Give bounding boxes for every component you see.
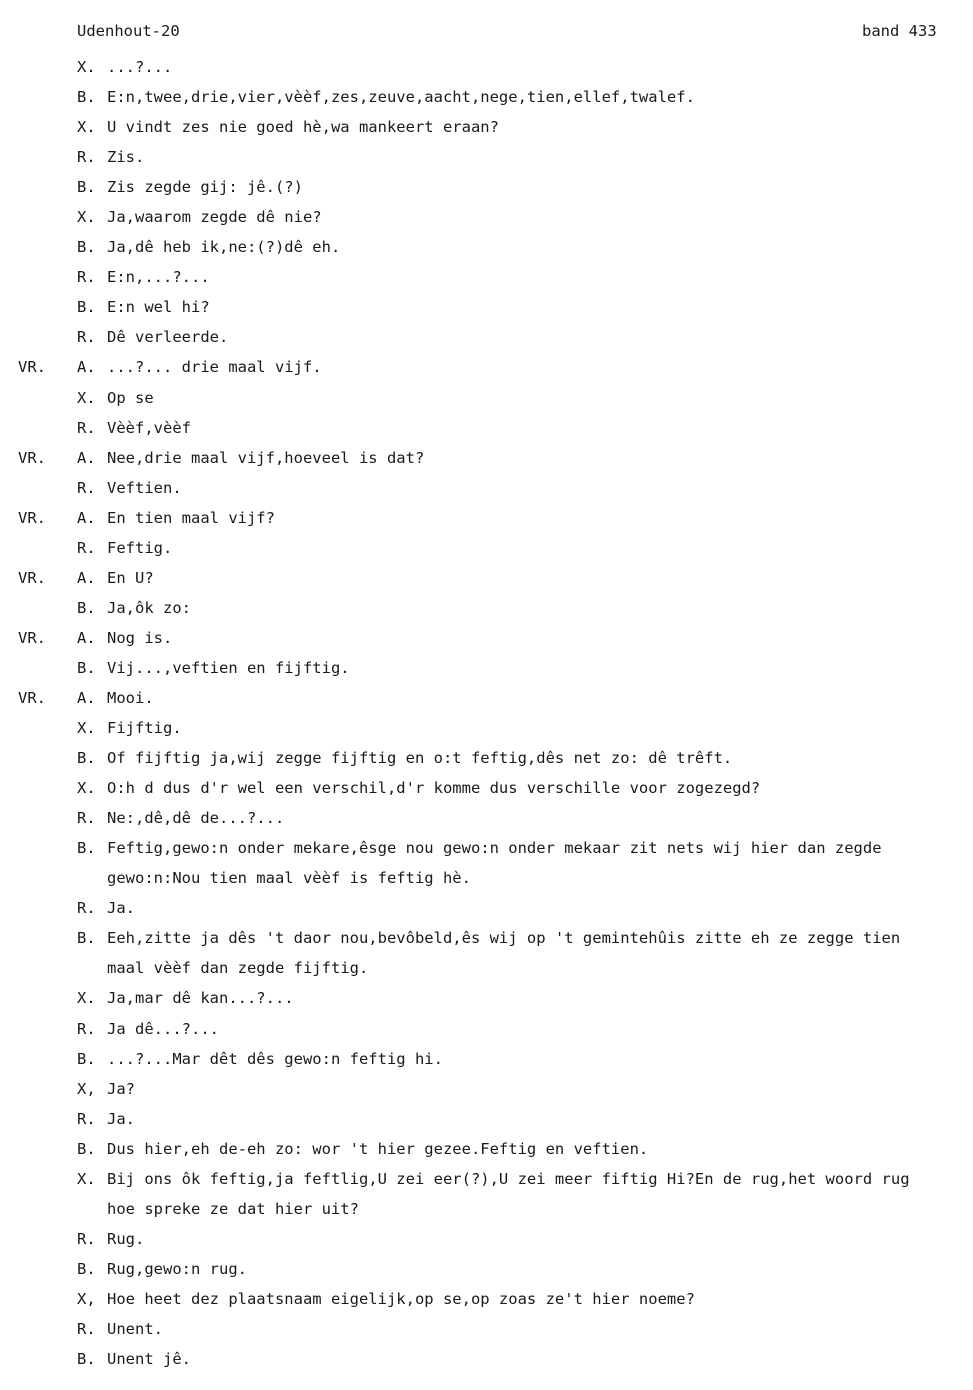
transcript-line bbox=[0, 1074, 973, 1104]
utterance-text: Vèèf,vèèf bbox=[107, 418, 191, 437]
speaker-label: B. bbox=[77, 658, 96, 677]
transcript-line bbox=[0, 953, 973, 983]
interviewer-marker: VR. bbox=[18, 628, 46, 647]
speaker-label: B. bbox=[77, 839, 96, 858]
utterance-text: Unent. bbox=[107, 1319, 163, 1338]
interviewer-marker: VR. bbox=[18, 688, 46, 707]
transcript-line bbox=[0, 653, 973, 683]
transcript-line bbox=[0, 112, 973, 142]
transcript-line bbox=[0, 1014, 973, 1044]
speaker-label: X. bbox=[77, 208, 96, 227]
transcript-line bbox=[0, 803, 973, 833]
transcript-line bbox=[0, 473, 973, 503]
utterance-text: Rug. bbox=[107, 1229, 145, 1248]
transcript-line bbox=[0, 292, 973, 322]
speaker-label: B. bbox=[77, 178, 96, 197]
speaker-label: B. bbox=[77, 1350, 96, 1369]
interviewer-marker: VR. bbox=[18, 448, 46, 467]
utterance-text: Eeh,zitte ja dês 't daor nou,bevôbeld,ês wij op 't gemintehûis zitte eh ze zegge tien bbox=[107, 929, 901, 948]
utterance-text: Ne:,dê,dê de...?... bbox=[107, 809, 285, 828]
speaker-label: A. bbox=[77, 628, 96, 647]
speaker-label: R. bbox=[77, 899, 96, 918]
utterance-text: En U? bbox=[107, 568, 154, 587]
speaker-label: R. bbox=[77, 328, 96, 347]
transcript-line bbox=[0, 863, 973, 893]
utterance-text: hoe spreke ze dat hier uit? bbox=[107, 1199, 359, 1218]
transcript-line bbox=[0, 1104, 973, 1134]
transcript-line bbox=[0, 232, 973, 262]
utterance-text: maal vèèf dan zegde fijftig. bbox=[107, 959, 369, 978]
utterance-text: Ja dê...?... bbox=[107, 1019, 219, 1038]
speaker-label: R. bbox=[77, 1319, 96, 1338]
speaker-label: X, bbox=[77, 1079, 96, 1098]
speaker-label: X. bbox=[77, 989, 96, 1008]
speaker-label: B. bbox=[77, 88, 96, 107]
transcript-line bbox=[0, 172, 973, 202]
speaker-label: R. bbox=[77, 148, 96, 167]
utterance-text: E:n,twee,drie,vier,vèèf,zes,zeuve,aacht,nege,tien,ellef,twalef. bbox=[107, 88, 695, 107]
transcript-line bbox=[0, 52, 973, 82]
transcript-line bbox=[0, 923, 973, 953]
utterance-text: ...?... drie maal vijf. bbox=[107, 358, 322, 377]
utterance-text: Dê verleerde. bbox=[107, 328, 229, 347]
utterance-text: Nee,drie maal vijf,hoeveel is dat? bbox=[107, 448, 425, 467]
utterance-text: Ja,ôk zo: bbox=[107, 598, 191, 617]
speaker-label: A. bbox=[77, 508, 96, 527]
transcript-line bbox=[0, 262, 973, 292]
transcript-line bbox=[0, 1194, 973, 1224]
utterance-text: Unent jê. bbox=[107, 1350, 191, 1369]
transcript-line bbox=[0, 773, 973, 803]
transcript-line bbox=[0, 1254, 973, 1284]
transcript-line bbox=[0, 1134, 973, 1164]
speaker-label: R. bbox=[77, 478, 96, 497]
utterance-text: Bij ons ôk feftig,ja feftlig,U zei eer(?),U zei meer fiftig Hi?En de rug,het woord rug bbox=[107, 1169, 910, 1188]
speaker-label: B. bbox=[77, 1139, 96, 1158]
utterance-text: Rug,gewo:n rug. bbox=[107, 1259, 247, 1278]
utterance-text: ...?... bbox=[107, 58, 173, 76]
transcript-line bbox=[0, 352, 973, 382]
utterance-text: Vij...,veftien en fijftig. bbox=[107, 658, 350, 677]
utterance-text: Hoe heet dez plaatsnaam eigelijk,op se,op zoas ze't hier noeme? bbox=[107, 1289, 695, 1308]
speaker-label: R. bbox=[77, 1229, 96, 1248]
transcript-line bbox=[0, 623, 973, 653]
utterance-text: Nog is. bbox=[107, 628, 173, 647]
transcript-line bbox=[0, 713, 973, 743]
utterance-text: Ja. bbox=[107, 1109, 135, 1128]
utterance-text: O:h d dus d'r wel een verschil,d'r komme dus verschille voor zogezegd? bbox=[107, 779, 761, 798]
speaker-label: X. bbox=[77, 1169, 96, 1188]
transcript-line bbox=[0, 533, 973, 563]
utterance-text: Op se bbox=[107, 388, 154, 407]
transcript-line bbox=[0, 1314, 973, 1344]
utterance-text: Dus hier,eh de-eh zo: wor 't hier gezee.Feftig en veftien. bbox=[107, 1139, 649, 1158]
speaker-label: A. bbox=[77, 688, 96, 707]
transcript-line bbox=[0, 983, 973, 1013]
transcript-line bbox=[0, 743, 973, 773]
speaker-label: B. bbox=[77, 749, 96, 768]
utterance-text: Veftien. bbox=[107, 478, 182, 497]
speaker-label: A. bbox=[77, 568, 96, 587]
transcript-line bbox=[0, 142, 973, 172]
speaker-label: A. bbox=[77, 358, 96, 377]
transcript-line bbox=[0, 322, 973, 352]
utterance-text: Ja. bbox=[107, 899, 135, 918]
speaker-label: B. bbox=[77, 298, 96, 317]
transcript-line bbox=[0, 1164, 973, 1194]
speaker-label: B. bbox=[77, 929, 96, 948]
transcript-line bbox=[0, 443, 973, 473]
transcript-line bbox=[0, 563, 973, 593]
speaker-label: R. bbox=[77, 418, 96, 437]
document-location-header: Udenhout-20 bbox=[77, 22, 180, 40]
speaker-label: A. bbox=[77, 448, 96, 467]
speaker-label: X. bbox=[77, 58, 96, 76]
interviewer-marker: VR. bbox=[18, 508, 46, 527]
speaker-label: X. bbox=[77, 779, 96, 798]
speaker-label: X. bbox=[77, 118, 96, 137]
speaker-label: R. bbox=[77, 538, 96, 557]
utterance-text: Ja,mar dê kan...?... bbox=[107, 989, 294, 1008]
utterance-text: gewo:n:Nou tien maal vèèf is feftig hè. bbox=[107, 869, 471, 888]
interviewer-marker: VR. bbox=[18, 568, 46, 587]
speaker-label: X. bbox=[77, 719, 96, 738]
utterance-text: En tien maal vijf? bbox=[107, 508, 275, 527]
utterance-text: Fijftig. bbox=[107, 719, 182, 738]
utterance-text: E:n,...?... bbox=[107, 268, 210, 287]
transcript-line bbox=[0, 202, 973, 232]
utterance-text: E:n wel hi? bbox=[107, 298, 210, 317]
utterance-text: Ja? bbox=[107, 1079, 135, 1098]
transcript-line bbox=[0, 593, 973, 623]
transcript-line bbox=[0, 1044, 973, 1074]
transcript-line bbox=[0, 82, 973, 112]
speaker-label: X, bbox=[77, 1289, 96, 1308]
utterance-text: Feftig,gewo:n onder mekare,êsge nou gewo:n onder mekaar zit nets wij hier dan zegde bbox=[107, 839, 882, 858]
utterance-text: Zis. bbox=[107, 148, 145, 167]
interviewer-marker: VR. bbox=[18, 358, 46, 377]
transcript-line bbox=[0, 1284, 973, 1314]
speaker-label: R. bbox=[77, 268, 96, 287]
speaker-label: B. bbox=[77, 598, 96, 617]
transcript-line bbox=[0, 383, 973, 413]
utterance-text: Of fijftig ja,wij zegge fijftig en o:t feftig,dês net zo: dê trêft. bbox=[107, 749, 733, 768]
speaker-label: R. bbox=[77, 809, 96, 828]
utterance-text: Feftig. bbox=[107, 538, 173, 557]
speaker-label: R. bbox=[77, 1019, 96, 1038]
speaker-label: B. bbox=[77, 1049, 96, 1068]
utterance-text: U vindt zes nie goed hè,wa mankeert eraan? bbox=[107, 118, 499, 137]
transcript-line bbox=[0, 683, 973, 713]
transcript-line bbox=[0, 413, 973, 443]
transcript-line bbox=[0, 503, 973, 533]
tape-number-header: band 433 bbox=[862, 22, 937, 40]
transcript-line bbox=[0, 1224, 973, 1254]
transcript-line bbox=[0, 833, 973, 863]
transcript-line bbox=[0, 893, 973, 923]
speaker-label: R. bbox=[77, 1109, 96, 1128]
utterance-text: Ja,dê heb ik,ne:(?)dê eh. bbox=[107, 238, 341, 257]
speaker-label: X. bbox=[77, 388, 96, 407]
transcript-line bbox=[0, 1344, 973, 1374]
speaker-label: B. bbox=[77, 1259, 96, 1278]
utterance-text: Zis zegde gij: jê.(?) bbox=[107, 178, 303, 197]
speaker-label: B. bbox=[77, 238, 96, 257]
utterance-text: ...?...Mar dêt dês gewo:n feftig hi. bbox=[107, 1049, 443, 1068]
transcript-body bbox=[0, 52, 973, 1374]
utterance-text: Mooi. bbox=[107, 688, 154, 707]
utterance-text: Ja,waarom zegde dê nie? bbox=[107, 208, 322, 227]
